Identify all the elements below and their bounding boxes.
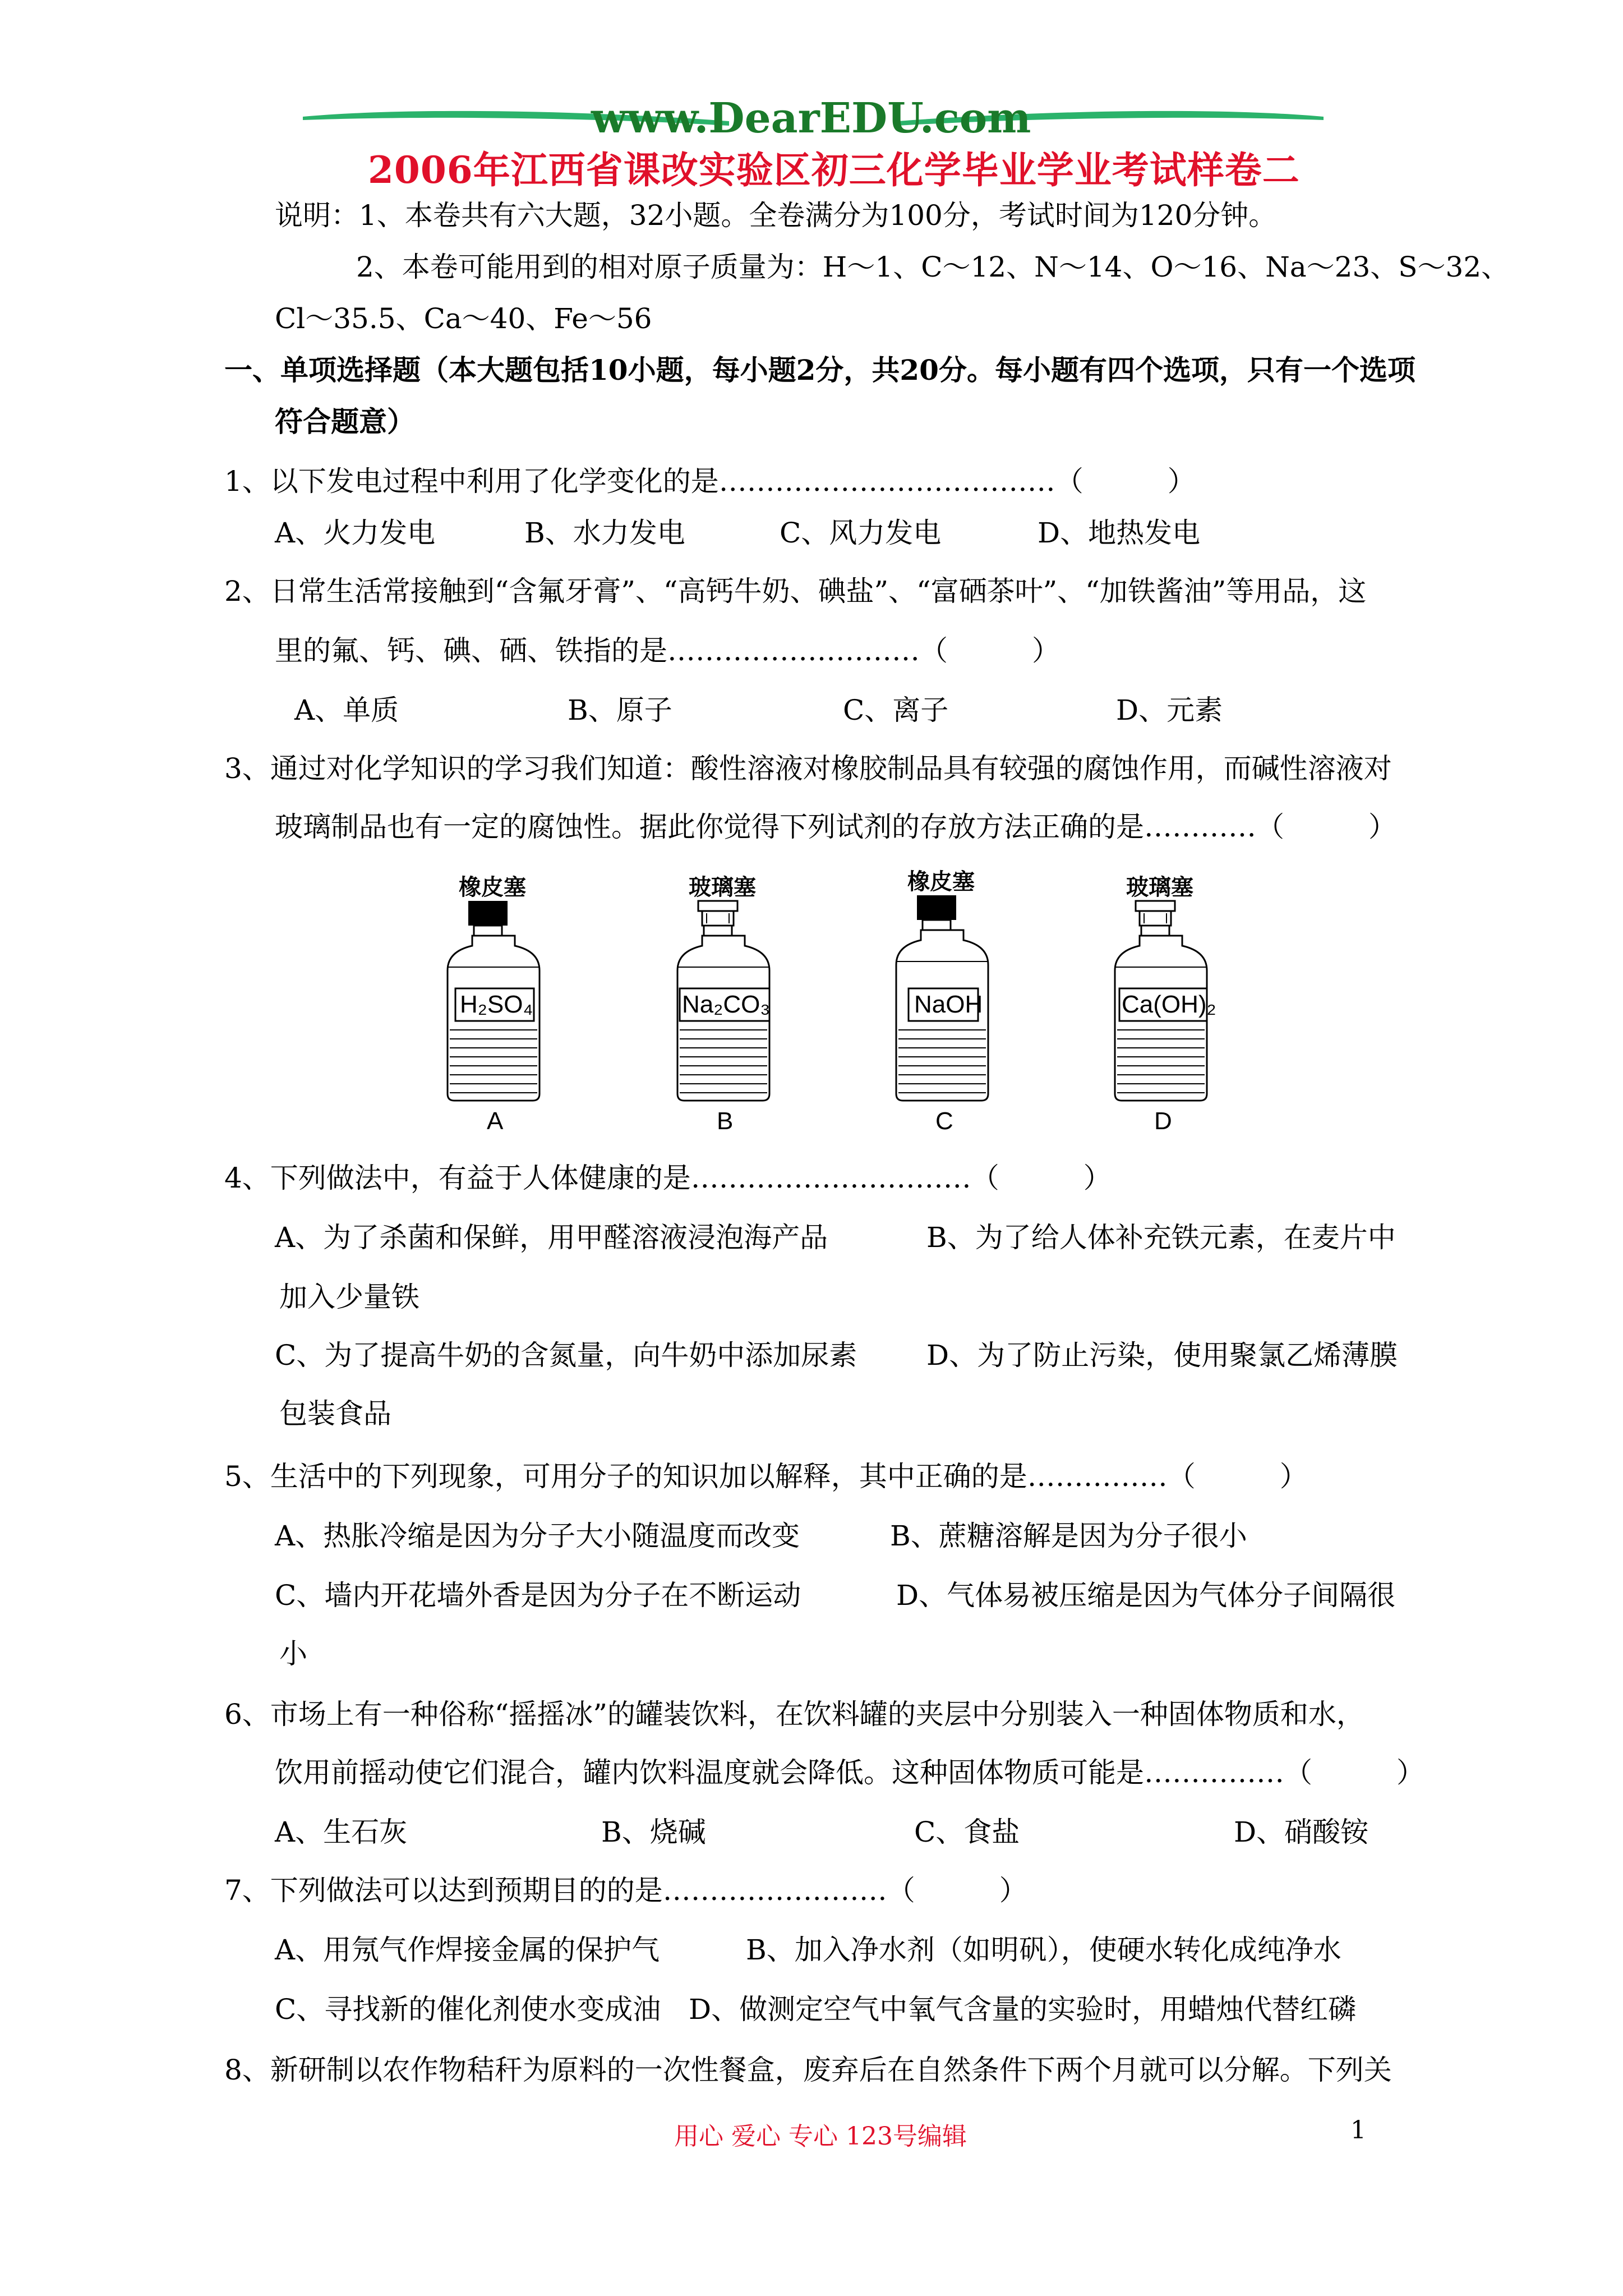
bottle-c-stopper-label: 橡皮塞 <box>907 869 975 895</box>
bottle-b-formula: Na₂CO₃ <box>682 991 771 1018</box>
bottle-b-letter: B <box>717 1107 734 1135</box>
q1-option-b: B、水力发电 <box>524 517 685 549</box>
bottle-b <box>667 869 780 1139</box>
question-3-stem-cont: 玻璃制品也有一定的腐蚀性。据此你觉得下列试剂的存放方法正确的是…………（ ） <box>275 811 1396 843</box>
bottle-d <box>1105 869 1228 1139</box>
q7-option-b: B、加入净水剂（如明矾），使硬水转化成纯净水 <box>746 1934 1341 1966</box>
question-6-stem: 6、市场上有一种俗称“摇摇冰”的罐装饮料，在饮料罐的夹层中分别装入一种固体物质和水， <box>224 1698 1364 1731</box>
q2-option-d: D、元素 <box>1116 694 1223 726</box>
bottle-d-letter: D <box>1154 1107 1172 1135</box>
bottle-a-letter: A <box>487 1107 504 1135</box>
question-2-stem: 2、日常生活常接触到“含氟牙膏”、“高钙牛奶、碘盐”、“富硒茶叶”、“加铁酱油”等用品，这 <box>224 575 1367 608</box>
question-3-stem: 3、通过对化学知识的学习我们知道：酸性溶液对橡胶制品具有较强的腐蚀作用，而碱性溶液对 <box>224 752 1392 785</box>
q7-option-d: D、做测定空气中氧气含量的实验时，用蜡烛代替红磷 <box>689 1993 1357 2026</box>
q4-option-c: C、为了提高牛奶的含氮量，向牛奶中添加尿素 <box>275 1339 857 1372</box>
bottle-c-formula: NaOH <box>914 991 983 1018</box>
q7-option-c: C、寻找新的催化剂使水变成油 <box>275 1993 661 2026</box>
q2-option-b: B、原子 <box>568 694 672 726</box>
q4-option-b-cont: 加入少量铁 <box>279 1281 419 1313</box>
q2-option-c: C、离子 <box>843 694 949 726</box>
q6-option-c: C、食盐 <box>914 1816 1020 1848</box>
bottle-d-stopper-label: 玻璃塞 <box>1126 875 1193 900</box>
q7-option-a: A、用氖气作焊接金属的保护气 <box>275 1934 660 1966</box>
question-5-stem: 5、生活中的下列现象，可用分子的知识加以解释，其中正确的是……………（ ） <box>224 1460 1308 1493</box>
bottle-b-stopper-label: 玻璃塞 <box>689 875 756 900</box>
page-number: 1 <box>1350 2116 1366 2145</box>
q5-option-c: C、墙内开花墙外香是因为分子在不断运动 <box>275 1579 801 1612</box>
section-heading-cont: 符合题意） <box>275 405 415 438</box>
question-6-stem-cont: 饮用前摇动使它们混合，罐内饮料温度就会降低。这种固体物质可能是……………（ ） <box>275 1756 1424 1789</box>
question-8-stem: 8、新研制以农作物秸秆为原料的一次性餐盒，废弃后在自然条件下两个月就可以分解。下列关 <box>224 2054 1392 2086</box>
question-7-stem: 7、下列做法可以达到预期目的的是……………………（ ） <box>224 1874 1027 1907</box>
section-heading: 一、单项选择题（本大题包括10小题，每小题2分，共20分。每小题有四个选项，只有一个选项 <box>224 353 1415 386</box>
bottle-a-formula: H₂SO₄ <box>460 991 533 1018</box>
q2-option-a: A、单质 <box>294 694 399 726</box>
question-1-stem: 1、以下发电过程中利用了化学变化的是………………………………（ ） <box>224 465 1196 498</box>
note-line-2: 2、本卷可能用到的相对原子质量为：H～1、C～12、N～14、O～16、Na～23、S～32、 <box>356 251 1510 283</box>
note-line-3: Cl～35.5、Ca～40、Fe～56 <box>275 302 652 335</box>
bottle-a <box>437 869 550 1139</box>
q5-option-d: D、气体易被压缩是因为气体分子间隔很 <box>896 1579 1396 1612</box>
q6-option-a: A、生石灰 <box>275 1816 408 1848</box>
q4-option-d-cont: 包装食品 <box>279 1397 391 1430</box>
q5-option-b: B、蔗糖溶解是因为分子很小 <box>890 1520 1247 1552</box>
note-line-1: 说明：1、本卷共有六大题，32小题。全卷满分为100分，考试时间为120分钟。 <box>275 199 1277 232</box>
q4-option-b: B、为了给人体补充铁元素，在麦片中 <box>926 1221 1396 1254</box>
bottle-c-letter: C <box>935 1107 953 1135</box>
q5-option-a: A、热胀冷缩是因为分子大小随温度而改变 <box>275 1520 800 1552</box>
q6-option-b: B、烧碱 <box>601 1816 706 1848</box>
page-footer: 用心 爱心 专心 123号编辑 <box>674 2122 967 2151</box>
exam-title: 2006年江西省课改实验区初三化学毕业学业考试样卷二 <box>368 148 1300 192</box>
q1-option-a: A、火力发电 <box>275 517 436 549</box>
reagent-bottles-figure <box>437 869 1234 1139</box>
q5-option-d-cont: 小 <box>279 1637 307 1670</box>
q1-option-d: D、地热发电 <box>1038 517 1201 549</box>
q4-option-a: A、为了杀菌和保鲜，用甲醛溶液浸泡海产品 <box>275 1221 828 1254</box>
bottle-c <box>886 864 998 1139</box>
q4-option-d: D、为了防止污染，使用聚氯乙烯薄膜 <box>926 1339 1398 1372</box>
bottle-a-stopper-label: 橡皮塞 <box>459 875 526 900</box>
q1-option-c: C、风力发电 <box>780 517 942 549</box>
site-logo-text: www.DearEDU.com <box>591 94 1031 142</box>
question-4-stem: 4、下列做法中，有益于人体健康的是…………………………（ ） <box>224 1162 1112 1194</box>
bottle-d-formula: Ca(OH)₂ <box>1122 991 1216 1018</box>
question-2-stem-cont: 里的氟、钙、碘、硒、铁指的是………………………（ ） <box>275 634 1060 667</box>
q6-option-d: D、硝酸铵 <box>1234 1816 1369 1848</box>
